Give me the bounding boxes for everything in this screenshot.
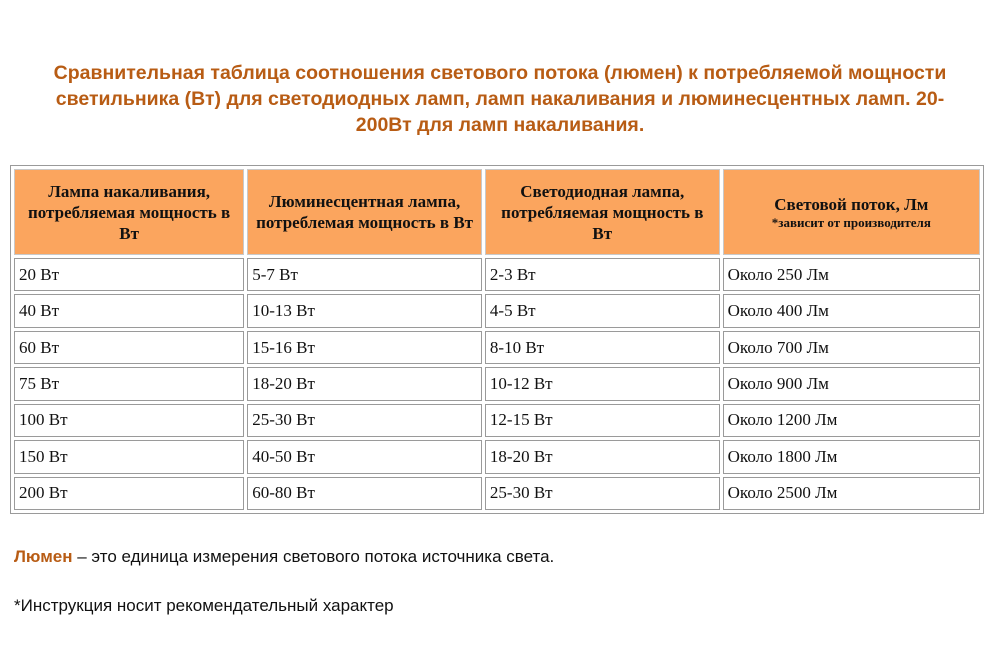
lumen-definition (14, 547, 554, 567)
comparison-table-grid (11, 166, 983, 513)
cell-fluorescent: 10-13 Вт (247, 294, 482, 327)
cell-incandescent: 40 Вт (14, 294, 244, 327)
cell-led: 12-15 Вт (485, 404, 720, 437)
header-luminous-flux (723, 169, 980, 255)
cell-fluorescent: 5-7 Вт (247, 258, 482, 291)
cell-fluorescent: 40-50 Вт (247, 440, 482, 473)
cell-incandescent: 150 Вт (14, 440, 244, 473)
table-row (14, 367, 980, 400)
cell-luminous-flux: Около 900 Лм (723, 367, 980, 400)
cell-led: 18-20 Вт (485, 440, 720, 473)
cell-incandescent: 75 Вт (14, 367, 244, 400)
cell-incandescent: 100 Вт (14, 404, 244, 437)
cell-led: 4-5 Вт (485, 294, 720, 327)
cell-led: 2-3 Вт (485, 258, 720, 291)
cell-fluorescent: 18-20 Вт (247, 367, 482, 400)
cell-fluorescent: 25-30 Вт (247, 404, 482, 437)
cell-led: 25-30 Вт (485, 477, 720, 510)
cell-incandescent: 60 Вт (14, 331, 244, 364)
header-luminous-flux-note: *зависит от производителя (771, 214, 931, 230)
comparison-table (10, 165, 984, 514)
cell-led: 8-10 Вт (485, 331, 720, 364)
lumen-definition-text: – это единица измерения светового потока источника света. (72, 547, 555, 566)
lumen-term: Люмен (14, 547, 73, 566)
cell-incandescent: 200 Вт (14, 477, 244, 510)
cell-fluorescent: 15-16 Вт (247, 331, 482, 364)
table-row (14, 404, 980, 437)
table-row (14, 331, 980, 364)
cell-led: 10-12 Вт (485, 367, 720, 400)
cell-luminous-flux: Около 700 Лм (723, 331, 980, 364)
advisory-note: *Инструкция носит рекомендательный характер (14, 596, 394, 615)
table-header-row (14, 169, 980, 255)
table-row (14, 440, 980, 473)
cell-luminous-flux: Около 250 Лм (723, 258, 980, 291)
header-fluorescent: Люминесцентная лампа, потреблемая мощность в Вт (247, 169, 482, 255)
cell-incandescent: 20 Вт (14, 258, 244, 291)
header-incandescent: Лампа накаливания, потребляемая мощность в Вт (14, 169, 244, 255)
cell-luminous-flux: Около 1200 Лм (723, 404, 980, 437)
header-led: Светодиодная лампа, потребляемая мощность в Вт (485, 169, 720, 255)
table-row (14, 294, 980, 327)
header-luminous-flux-label: Световой поток, Лм (774, 194, 929, 214)
cell-luminous-flux: Около 400 Лм (723, 294, 980, 327)
table-row (14, 477, 980, 510)
cell-luminous-flux: Около 1800 Лм (723, 440, 980, 473)
table-row (14, 258, 980, 291)
cell-luminous-flux: Около 2500 Лм (723, 477, 980, 510)
cell-fluorescent: 60-80 Вт (247, 477, 482, 510)
page-title: Сравнительная таблица соотношения светового потока (люмен) к потребляемой мощности светильника (Вт) для светодиодных ламп, ламп накаливания и люминесцентных ламп. 20-200Вт для ламп накаливания. (53, 62, 947, 136)
